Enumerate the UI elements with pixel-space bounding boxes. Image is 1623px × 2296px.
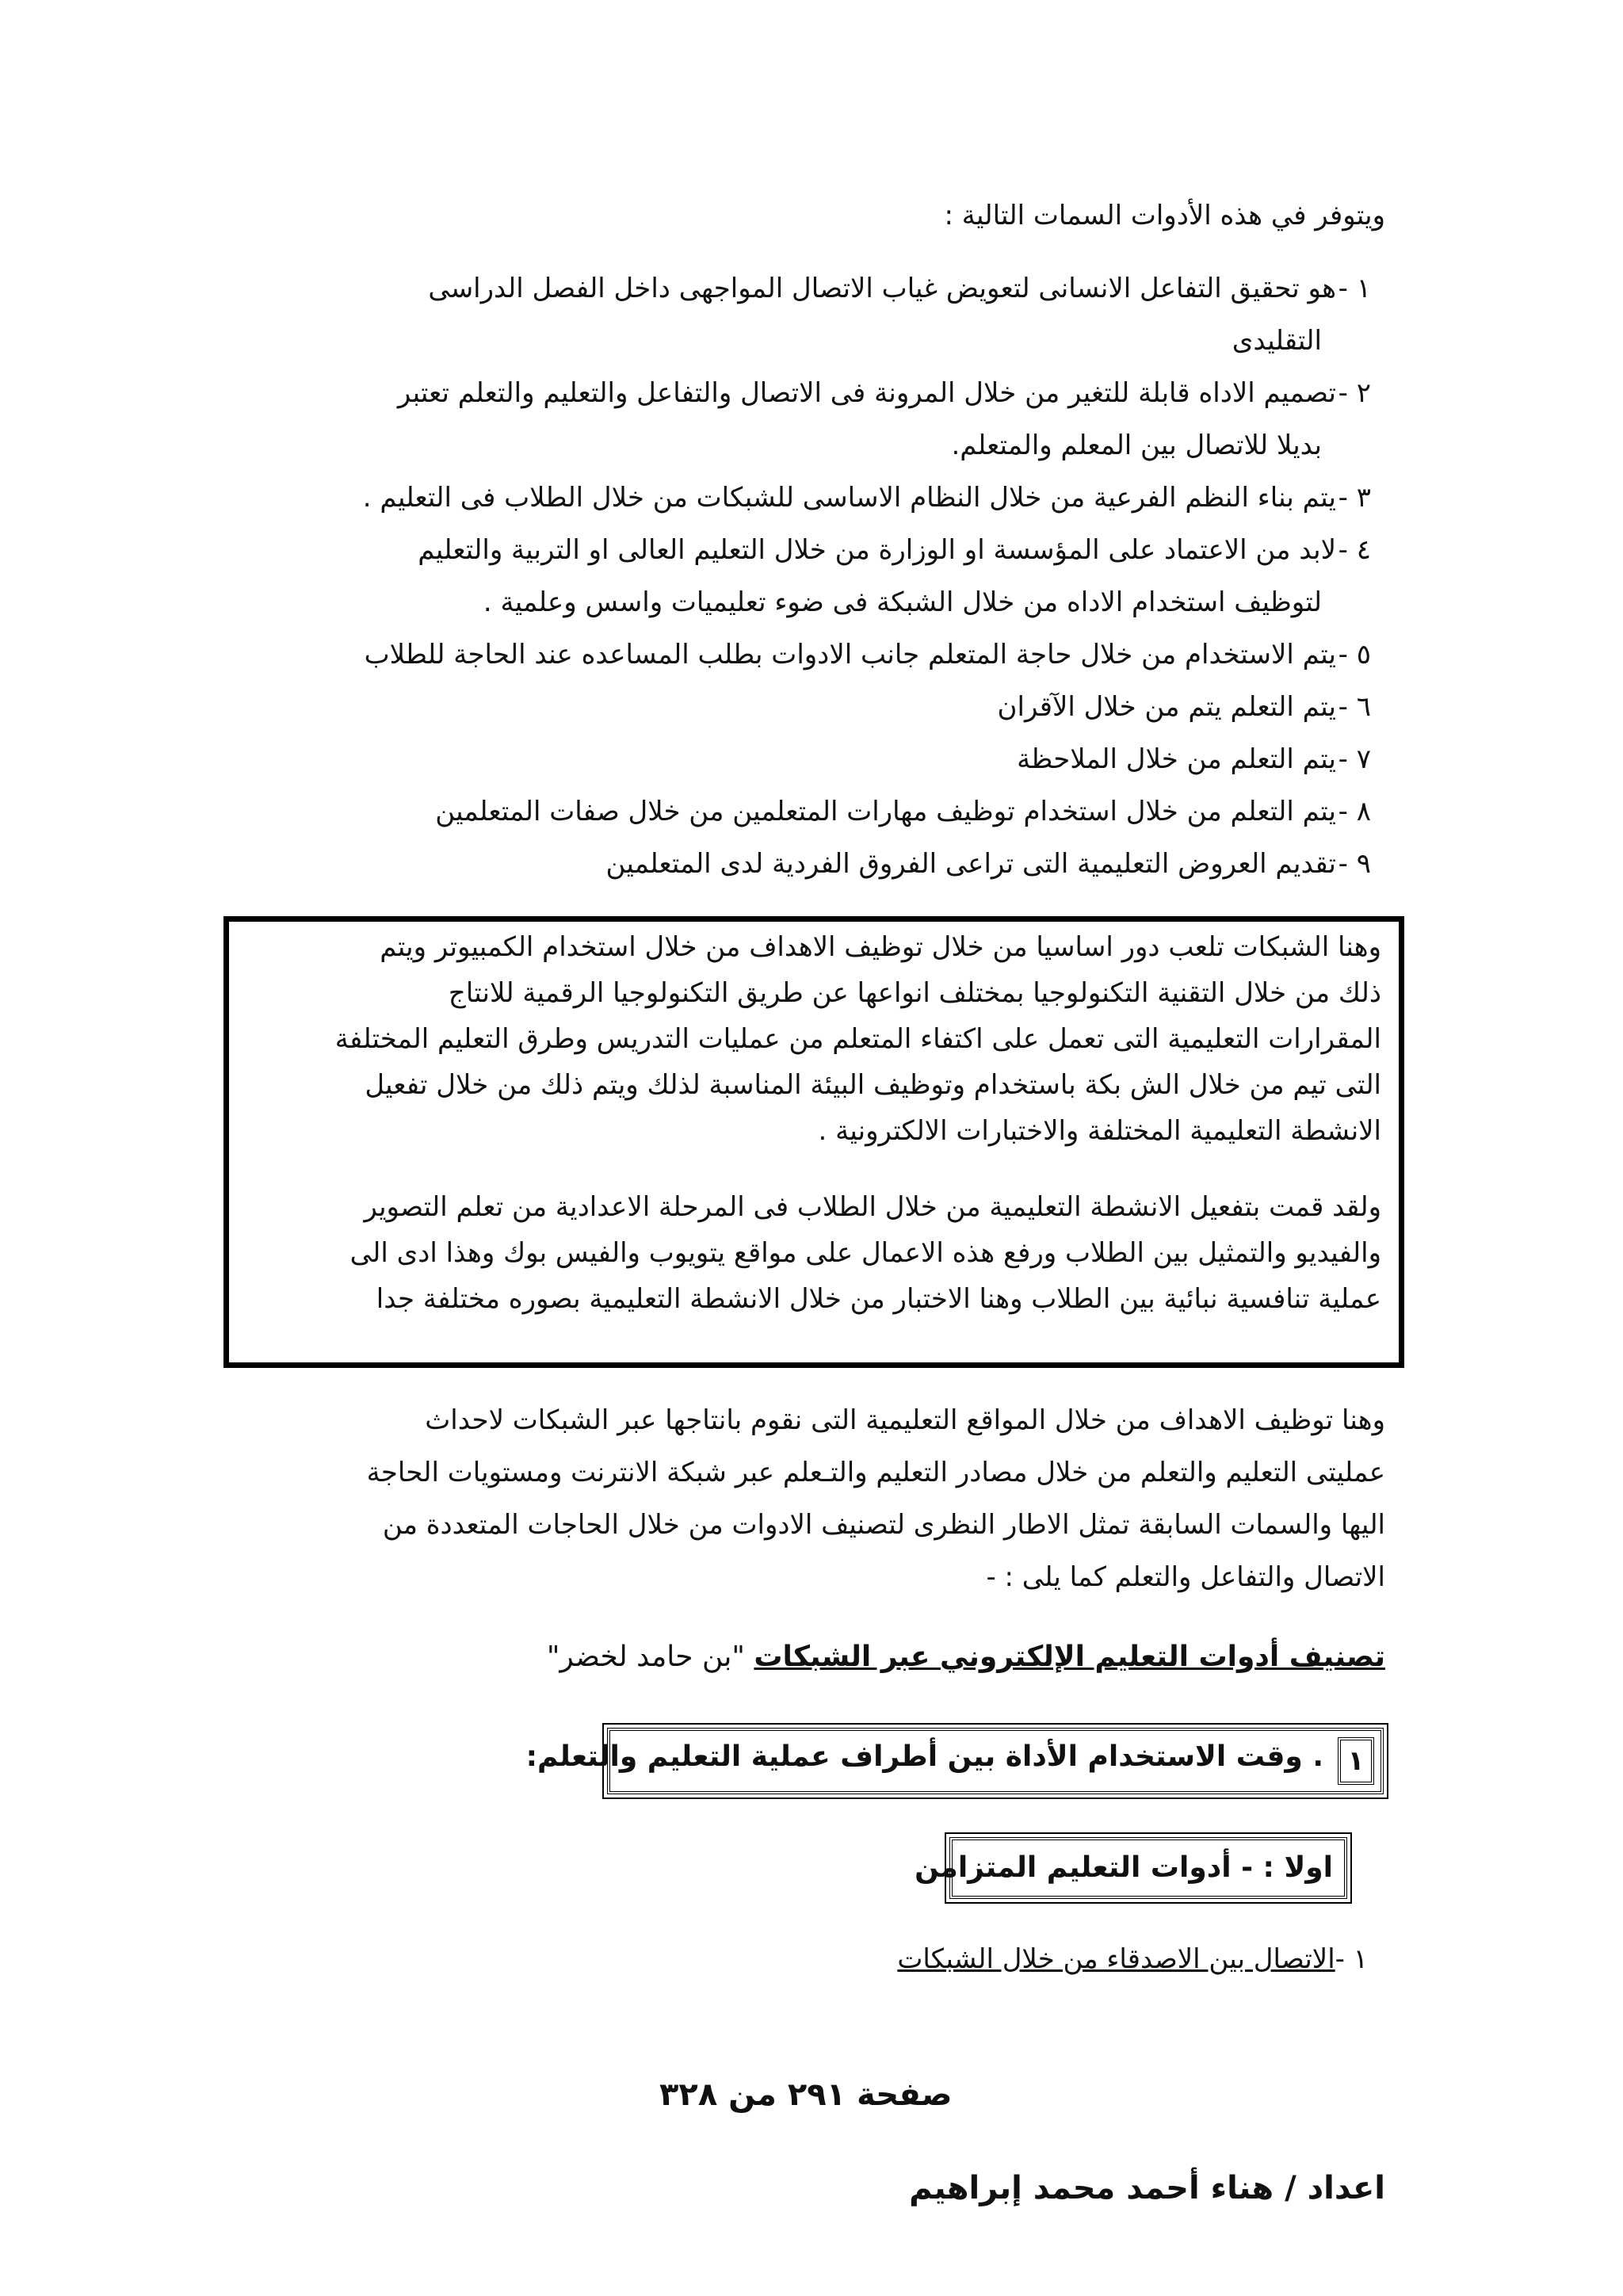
box-line: وهنا الشبكات تلعب دور اساسيا من خلال توظيف الاهداف من خلال استخدام الكمبيوتر ويتم — [380, 931, 1381, 963]
author-line: اعداد / هناء أحمد محمد إبراهيم — [909, 2170, 1385, 2206]
list-item: ٧ -يتم التعلم من خلال الملاحظة — [1017, 743, 1371, 775]
list-item: ٥ -يتم الاستخدام من خلال حاجة المتعلم جانب الادوات بطلب المساعده عند الحاجة للطلاب — [364, 639, 1371, 670]
section-1-number: ١ — [1338, 1737, 1374, 1785]
sub-item: ١ -الاتصال بين الاصدقاء من خلال الشبكات — [897, 1943, 1368, 1975]
paragraph-line: وهنا توظيف الاهداف من خلال المواقع التعليمية التى نقوم بانتاجها عبر الشبكات لاحداث — [425, 1404, 1385, 1436]
list-item: ١ -هو تحقيق التفاعل الانسانى لتعويض غياب الاتصال المواجهى داخل الفصل الدراسى — [428, 273, 1371, 304]
box-line: والفيديو والتمثيل بين الطلاب ورفع هذه الاعمال على مواقع يتويوب والفيس بوك وهذا ادى الى — [349, 1237, 1381, 1269]
page-number: صفحة ٢٩١ من ٣٢٨ — [659, 2076, 953, 2113]
box-line: التى تيم من خلال الش بكة باستخدام وتوظيف البيئة المناسبة لذلك ويتم ذلك من خلال تفعيل — [365, 1069, 1381, 1101]
list-item-continuation: بديلا للاتصال بين المعلم والمتعلم. — [951, 430, 1322, 461]
list-item-continuation: لتوظيف استخدام الاداه من خلال الشبكة فى ضوء تعليميات واسس وعلمية . — [483, 586, 1322, 618]
list-item: ٢ -تصميم الاداه قابلة للتغير من خلال المرونة فى الاتصال والتفاعل والتعليم والتعلم تعتبر — [397, 377, 1371, 409]
paragraph-line: اليها والسمات السابقة تمثل الاطار النظرى لتصنيف الادوات من خلال الحاجات المتعددة من — [382, 1509, 1385, 1541]
section-heading: تصنيف أدوات التعليم الإلكتروني عبر الشبكات "بن حامد لخضر" — [546, 1641, 1385, 1673]
box-line: ولقد قمت بتفعيل الانشطة التعليمية من خلال الطلاب فى المرحلة الاعدادية من تعلم التصوير — [364, 1191, 1381, 1223]
section-2-frame — [915, 1837, 1347, 1899]
section-1-title: . وقت الاستخدام الأداة بين أطراف عملية التعليم والتعلم: — [525, 1740, 1323, 1773]
section-1-frame — [525, 1728, 1384, 1794]
intro-text: ويتوفر في هذه الأدوات السمات التالية : — [944, 200, 1385, 231]
list-item: ٤ -لابد من الاعتماد على المؤسسة او الوزارة من خلال التعليم العالى او التربية والتعليم — [418, 534, 1371, 566]
section-2-title: اولا : - أدوات التعليم المتزامن — [915, 1851, 1333, 1884]
box-line: ذلك من خلال التقنية التكنولوجيا بمختلف انواعها عن طريق التكنولوجيا الرقمية للانتاج — [448, 977, 1381, 1009]
list-item: ٦ -يتم التعلم يتم من خلال الآقران — [997, 691, 1371, 723]
list-item: ٩ -تقديم العروض التعليمية التى تراعى الفروق الفردية لدى المتعلمين — [605, 848, 1371, 880]
box-line: المقرارات التعليمية التى تعمل على اكتفاء المتعلم من عمليات التدريس وطرق التعليم المختلفة — [334, 1023, 1381, 1055]
framed-text-box — [223, 916, 1404, 1368]
paragraph-line: عمليتى التعليم والتعلم من خلال مصادر التعليم والتـعلم عبر شبكة الانترنت ومستويات الحاجة — [366, 1457, 1385, 1488]
list-item: ٨ -يتم التعلم من خلال استخدام توظيف مهارات المتعلمين من خلال صفات المتعلمين — [435, 796, 1371, 827]
box-line: عملية تنافسية نبائية بين الطلاب وهنا الاختبار من خلال الانشطة التعليمية بصوره مختلفة جدا — [376, 1283, 1381, 1315]
list-item: ٣ -يتم بناء النظم الفرعية من خلال النظام الاساسى للشبكات من خلال الطلاب فى التعليم . — [362, 482, 1371, 514]
box-line: الانشطة التعليمية المختلفة والاختبارات الالكترونية . — [818, 1115, 1381, 1147]
list-item-continuation: التقليدى — [1232, 325, 1322, 357]
paragraph-line: الاتصال والتفاعل والتعلم كما يلى : - — [986, 1561, 1385, 1593]
